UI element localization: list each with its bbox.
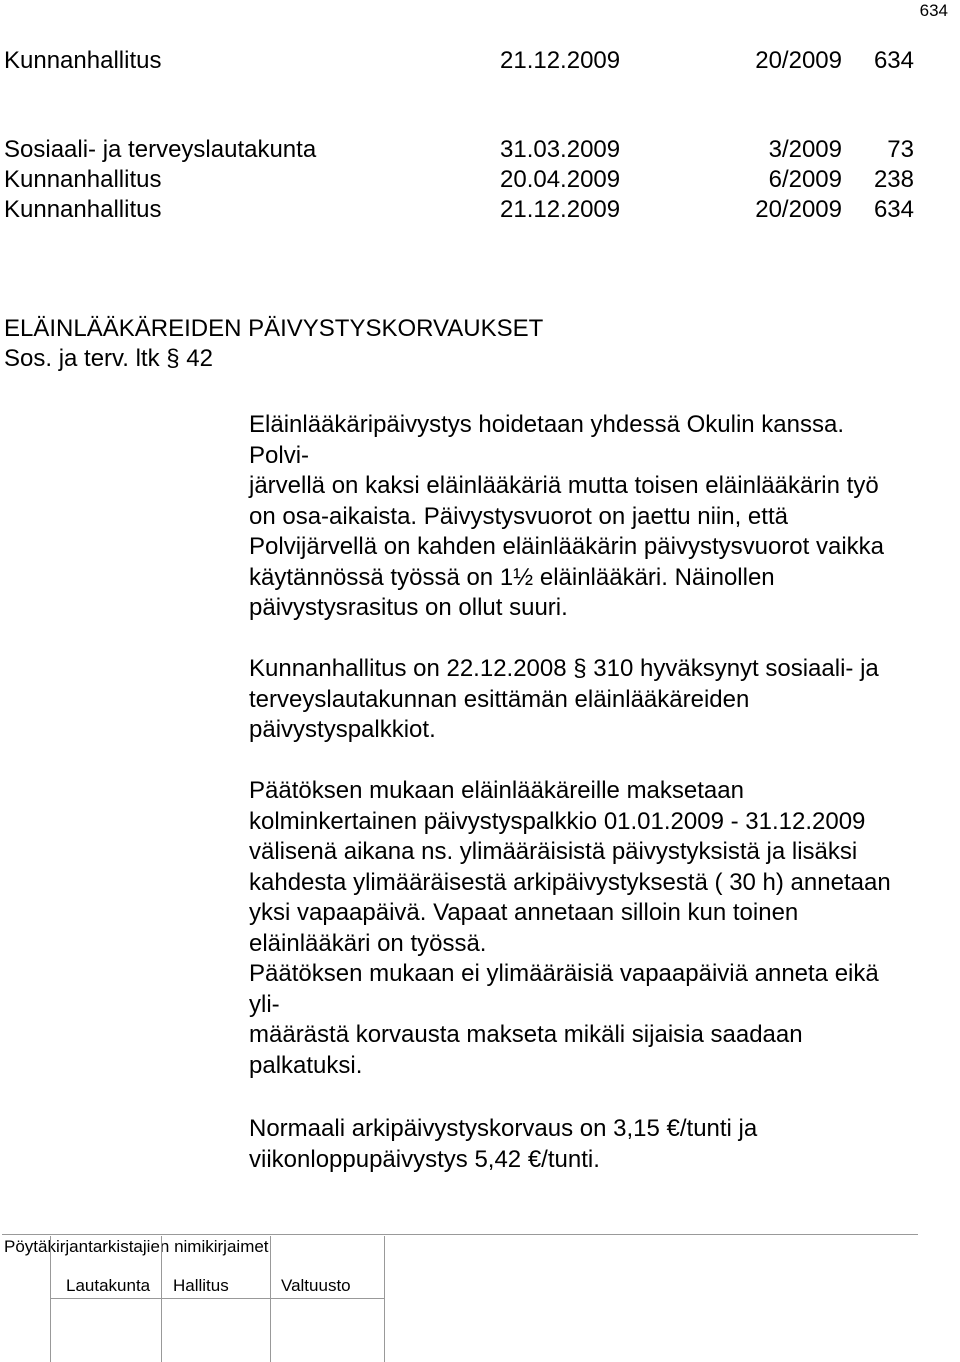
section-subtitle: Sos. ja terv. ltk § 42: [4, 345, 213, 372]
text-line: yksi vapaapäivä. Vapaat annetaan silloin kun toinen: [249, 899, 799, 926]
text-line: Päätöksen mukaan ei ylimääräisiä vapaapäiviä anneta eikä: [249, 960, 879, 987]
section-title: ELÄINLÄÄKÄREIDEN PÄIVYSTYSKORVAUKSET: [4, 315, 544, 342]
reference-page: 634: [873, 47, 914, 74]
text-line: Polvijärvellä on kahden eläinlääkärin päivystysvuorot vaikka: [249, 533, 885, 560]
page-number: 634: [919, 1, 948, 20]
reference-body: Kunnanhallitus: [4, 47, 162, 74]
section-heading: [4, 314, 543, 374]
paragraph-background: [249, 410, 960, 624]
reference-date: 20.04.2009: [500, 166, 621, 193]
text-line: yli-: [249, 990, 280, 1018]
reference-body: Kunnanhallitus: [4, 166, 162, 193]
signature-column-hallitus: Hallitus: [173, 1276, 229, 1295]
signature-box-divider: [161, 1236, 162, 1362]
reference-number: 6/2009: [768, 166, 842, 193]
signature-box-top-rule: [2, 1234, 918, 1235]
reference-body: Sosiaali- ja terveyslautakunta: [4, 136, 317, 163]
signature-box-divider: [384, 1236, 385, 1362]
signature-column-valtuusto: Valtuusto: [281, 1276, 351, 1295]
text-line: on osa-aikaista. Päivystysvuorot on jaettu niin, että: [249, 502, 788, 530]
paragraph-prior-decision: [249, 654, 960, 746]
signature-box-divider: [50, 1236, 51, 1362]
reference-page: 238: [873, 166, 914, 193]
reference-number: 20/2009: [755, 47, 842, 74]
reference-number: 3/2009: [768, 136, 842, 163]
text-line: Eläinlääkäripäivystys hoidetaan yhdessä Okulin kanssa.: [249, 411, 844, 438]
text-line: määrästä korvausta makseta mikäli sijaisia saadaan: [249, 1021, 803, 1048]
signature-column-lautakunta: Lautakunta: [66, 1276, 151, 1295]
text-line: viikonloppupäivystys 5,42 €/tunti.: [249, 1145, 600, 1173]
text-line: eläinlääkäri on työssä.: [249, 929, 487, 957]
reference-body: Kunnanhallitus: [4, 196, 162, 223]
signature-box-rule: [50, 1298, 384, 1299]
paragraph-decision-terms: [249, 776, 960, 1081]
text-line: järvellä on kaksi eläinlääkäriä mutta toisen eläinlääkärin työ: [249, 472, 879, 499]
text-line: Kunnanhallitus on 22.12.2008 § 310 hyväksynyt sosiaali- ja: [249, 655, 879, 682]
reference-date: 31.03.2009: [500, 136, 621, 163]
text-line: käytännössä työssä on 1½ eläinlääkäri. Näinollen: [249, 563, 775, 591]
text-line: kolminkertainen päivystyspalkkio 01.01.2009 - 31.12.2009: [249, 807, 866, 835]
reference-page: 73: [887, 136, 914, 163]
reference-date: 21.12.2009: [500, 47, 621, 74]
reference-date: 21.12.2009: [500, 196, 621, 223]
text-line: päivystysrasitus on ollut suuri.: [249, 594, 568, 621]
text-line: terveyslautakunnan esittämän eläinlääkäreiden: [249, 685, 750, 713]
text-line: Päätöksen mukaan eläinlääkäreille maksetaan: [249, 777, 744, 804]
text-line: palkatuksi.: [249, 1051, 363, 1079]
reference-page: 634: [873, 196, 914, 223]
text-line: välisenä aikana ns. ylimääräisistä päivystyksistä ja lisäksi: [249, 838, 858, 865]
signature-box-title: Pöytäkirjantarkistajien nimikirjaimet: [4, 1237, 269, 1256]
text-line: Normaali arkipäivystyskorvaus on 3,15 €/tunti ja: [249, 1115, 758, 1142]
text-line: päivystyspalkkiot.: [249, 716, 436, 743]
reference-number: 20/2009: [755, 196, 842, 223]
text-line: Polvi-: [249, 441, 310, 469]
signature-box-divider: [270, 1236, 271, 1362]
paragraph-compensation-rates: [249, 1114, 960, 1175]
text-line: kahdesta ylimääräisestä arkipäivystyksestä ( 30 h) annetaan: [249, 868, 891, 896]
